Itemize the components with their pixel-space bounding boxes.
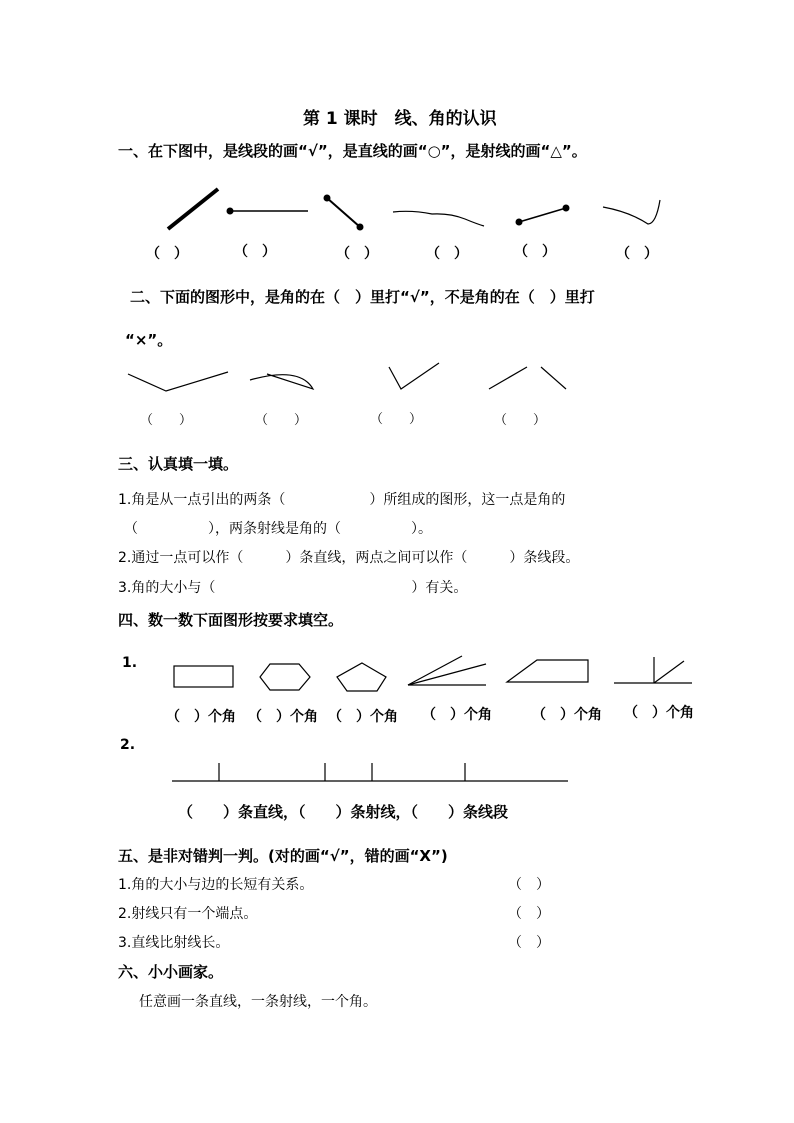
section-1-heading: 一、在下图中，是线段的画“√”，是直线的画“○”，是射线的画“△”。 (118, 142, 587, 160)
s4-angle-count-1[interactable]: （ ）个角 (166, 709, 236, 725)
s3-q1-line2: （ ），两条射线是角的（ ）。 (124, 521, 432, 537)
s2-fig-2-curve (250, 374, 313, 389)
s1-blank-3[interactable]: （ ） (336, 246, 378, 262)
s2-blank-1[interactable]: （ ） (140, 413, 193, 428)
s2-fig-4-open-lines (489, 367, 566, 389)
s4-trapezoid (507, 660, 588, 682)
s1-blank-1[interactable]: （ ） (146, 246, 188, 262)
s1-fig-2-segment (227, 208, 309, 215)
s6-instruction: 任意画一条直线，一条射线，一个角。 (139, 994, 377, 1010)
s4-fan-rays (408, 656, 486, 685)
s4-q2-answer[interactable]: （ ）条直线，（ ）条射线，（ ）条线段 (178, 803, 509, 821)
s5-item-2-blank[interactable]: （ ） (508, 906, 550, 922)
s2-blank-3[interactable]: （ ） (370, 412, 423, 427)
s4-angle-count-6[interactable]: （ ）个角 (624, 705, 694, 721)
s1-blank-5[interactable]: （ ） (514, 244, 556, 260)
s4-q2-line-with-points (172, 763, 568, 781)
s3-q3: 3.角的大小与（ ）有关。 (118, 580, 468, 596)
section-3-heading: 三、认真填一填。 (118, 455, 239, 473)
s4-pentagon (337, 663, 386, 691)
section-6-heading: 六、小小画家。 (118, 963, 224, 981)
s4-angle-count-4[interactable]: （ ）个角 (422, 707, 492, 723)
section-2-heading-cont: “×”。 (125, 331, 173, 349)
section-2-heading: 二、下面的图形中，是角的在（ ）里打“√”，不是角的在（ ）里打 (130, 288, 595, 306)
s1-fig-6-curve (603, 200, 660, 224)
s2-blank-4[interactable]: （ ） (494, 413, 547, 428)
s1-fig-3-segment (324, 195, 364, 231)
s1-blank-6[interactable]: （ ） (616, 246, 658, 262)
s4-angle-count-3[interactable]: （ ）个角 (328, 709, 398, 725)
s4-right-angle-rays (614, 657, 692, 683)
page-title: 第 1 课时 线、角的认识 (303, 109, 497, 129)
s5-item-3-blank[interactable]: （ ） (508, 935, 550, 951)
s3-q2: 2.通过一点可以作（ ）条直线，两点之间可以作（ ）条线段。 (118, 550, 580, 566)
section-4-heading: 四、数一数下面图形按要求填空。 (118, 611, 344, 629)
s4-q1-label: 1. (122, 655, 138, 671)
s4-q2-label: 2. (120, 737, 136, 753)
s2-fig-3-angle (389, 363, 439, 389)
s5-item-2-text: 2.射线只有一个端点。 (118, 906, 258, 922)
s1-blank-4[interactable]: （ ） (426, 246, 468, 262)
s5-item-1-text: 1.角的大小与边的长短有关系。 (118, 877, 314, 893)
s1-fig-4-curve (393, 211, 484, 226)
s1-blank-2[interactable]: （ ） (234, 244, 276, 260)
s3-q1-line1: 1.角是从一点引出的两条（ ）所组成的图形，这一点是角的 (118, 492, 566, 508)
s5-item-1-blank[interactable]: （ ） (508, 877, 550, 893)
section-5-heading: 五、是非对错判一判。(对的画“√”，错的画“X”) (118, 847, 448, 865)
s2-blank-2[interactable]: （ ） (255, 413, 308, 428)
s4-hexagon (260, 664, 310, 690)
s1-fig-5-segment (516, 205, 570, 226)
s5-item-3-text: 3.直线比射线长。 (118, 935, 230, 951)
s2-fig-1-angle (128, 372, 228, 391)
s4-angle-count-2[interactable]: （ ）个角 (248, 709, 318, 725)
s4-angle-count-5[interactable]: （ ）个角 (532, 707, 602, 723)
s1-fig-1-thick-line (168, 189, 218, 229)
s4-rectangle (174, 666, 233, 687)
